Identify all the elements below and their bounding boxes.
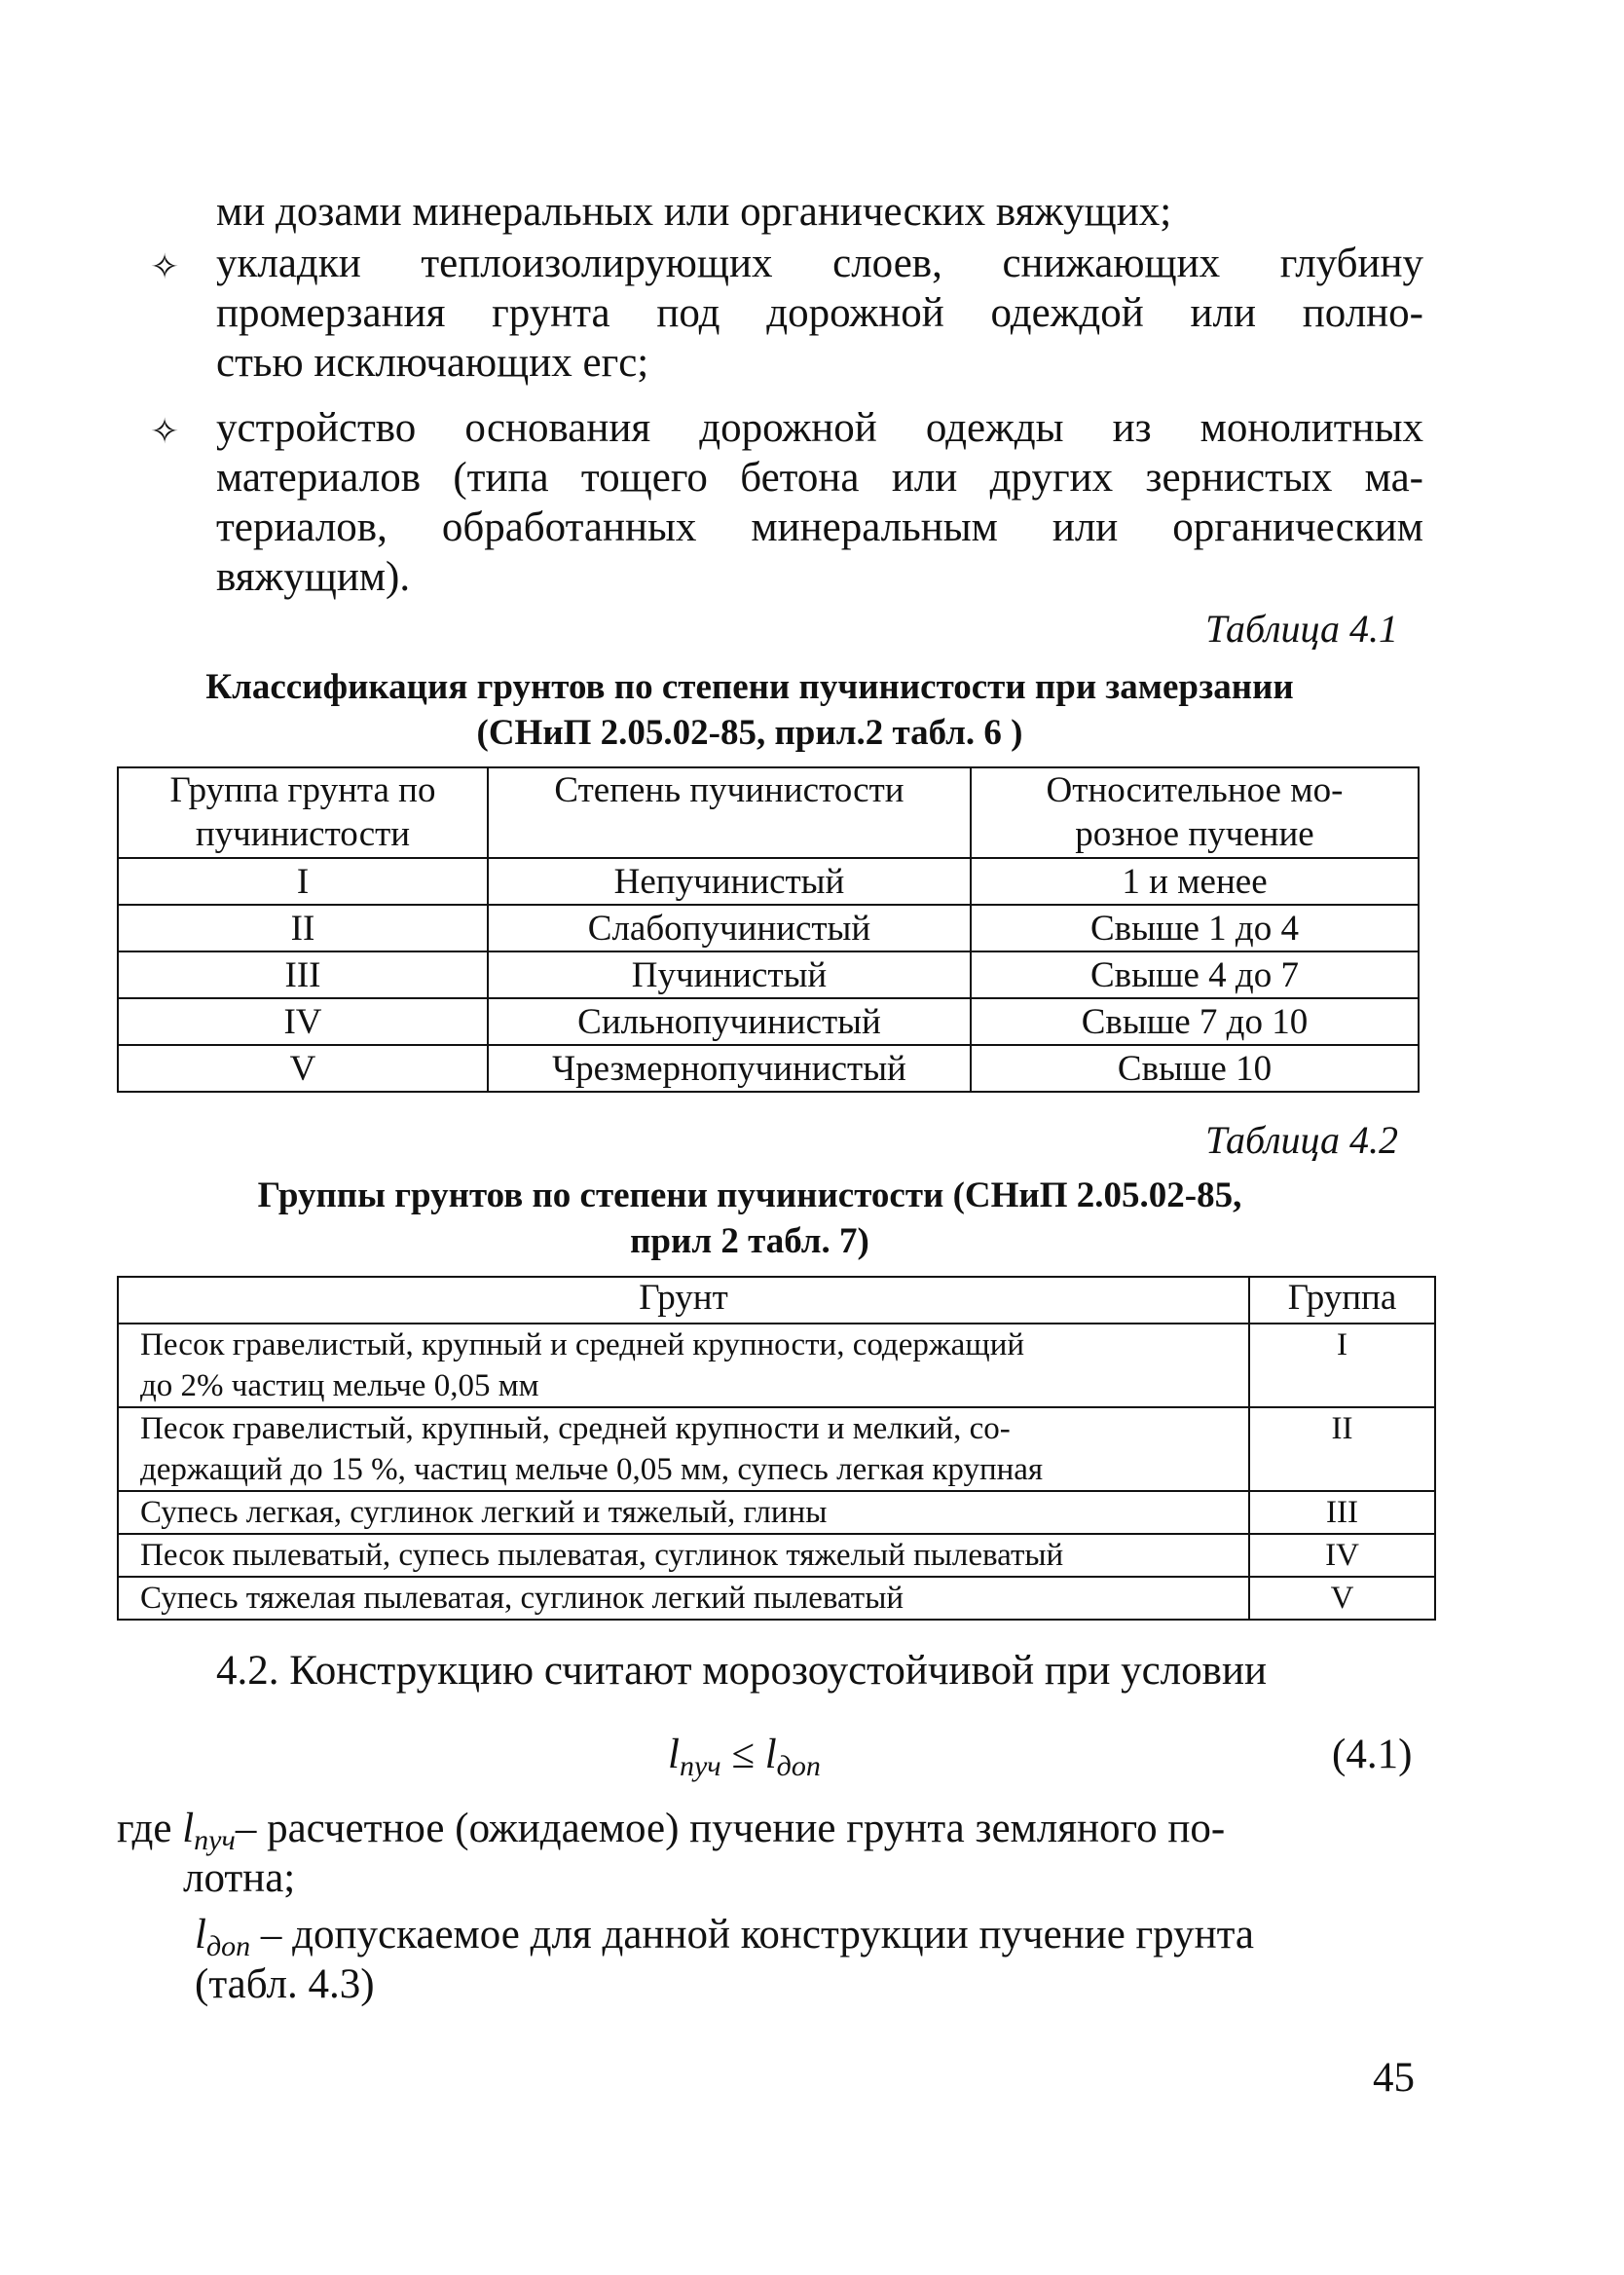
formula-rhs: l <box>764 1732 777 1777</box>
page-number: 45 <box>1373 2055 1415 2101</box>
bullet-2-line-4: вяжущим). <box>216 554 411 600</box>
header-heave-degree: Степень пучинистости <box>488 767 971 858</box>
formula-lhs: l <box>668 1732 680 1777</box>
bullet-2-line-1: устройство основания дорожной одежды из монолитных <box>216 405 1423 451</box>
cell-soil: Супесь легкая, суглинок легкий и тяжелый, глины <box>118 1491 1249 1534</box>
cell-soil: Супесь тяжелая пылеватая, суглинок легкий пылеватый <box>118 1577 1249 1620</box>
table-row <box>118 1577 1435 1620</box>
header-soil-group: Группа грунта по пучинистости <box>118 767 488 858</box>
bullet-item-1 <box>216 239 1423 388</box>
bullet-item-2 <box>216 403 1423 602</box>
table-4-1-title-line-2: (СНиП 2.05.02-85, прил.2 табл. 6 ) <box>476 713 1023 753</box>
cell-group: III <box>118 951 488 998</box>
soil-groups-table <box>117 1276 1436 1621</box>
definition-l-dop-cont: (табл. 4.3) <box>195 1961 375 2007</box>
bullet-2-line-3: териалов, обработанных минеральным или органическим <box>216 504 1423 550</box>
definition-l-puch-cont: лотна; <box>183 1855 296 1901</box>
table-4-2-title-line-2: прил 2 табл. 7) <box>630 1221 869 1261</box>
def2-sub: доп <box>205 1930 251 1962</box>
cell-group: II <box>118 905 488 951</box>
cell-soil: Песок гравелистый, крупный, средней крупности и мелкий, со- держащий до 15 %, частиц мельче 0,05 мм, супесь легкая крупная <box>118 1407 1249 1491</box>
intro-text: ми дозами минеральных или органических вяжущих; <box>216 189 1172 235</box>
cell-heave: Свыше 4 до 7 <box>971 951 1419 998</box>
cell-degree: Чрезмернопучинистый <box>488 1045 971 1092</box>
header-group: Группа <box>1249 1277 1435 1324</box>
table-4-1-title <box>117 664 1383 756</box>
cell-group: II <box>1249 1407 1435 1491</box>
def1-symbol: l <box>182 1806 195 1851</box>
table-4-2-title <box>117 1173 1383 1264</box>
table-row <box>118 998 1419 1045</box>
cell-heave: Свыше 10 <box>971 1045 1419 1092</box>
table-row <box>118 858 1419 905</box>
bullet-1-line-1: укладки теплоизолирующих слоев, снижающих глубину <box>216 241 1423 286</box>
bullet-diamond-icon: ✧ <box>150 412 180 452</box>
formula-lhs-sub: пуч <box>679 1750 721 1782</box>
bullet-1-line-3: стью исключающих егс; <box>216 340 649 386</box>
cell-degree: Пучинистый <box>488 951 971 998</box>
table-row <box>118 951 1419 998</box>
table-4-2-title-line-1: Группы грунтов по степени пучинистости (СНиП 2.05.02-85, <box>257 1175 1242 1215</box>
frost-heave-classification-table <box>117 766 1420 1093</box>
def1-text: – расчетное (ожидаемое) пучение грунта земляного по- <box>235 1806 1226 1851</box>
cell-degree: Сильнопучинистый <box>488 998 971 1045</box>
intro-line <box>216 187 1423 237</box>
cell-group: IV <box>1249 1534 1435 1577</box>
cell-group: I <box>1249 1324 1435 1407</box>
cell-group: I <box>118 858 488 905</box>
def2-text: – допускаемое для данной конструкции пучение грунта <box>260 1912 1255 1958</box>
cell-soil: Песок гравелистый, крупный и средней крупности, содержащий до 2% частиц мельче 0,05 мм <box>118 1324 1249 1407</box>
table-4-1-caption: Таблица 4.1 <box>1205 607 1398 651</box>
formula-number: (4.1) <box>1332 1732 1413 1777</box>
paragraph-4-2: 4.2. Конструкцию считают морозоустойчивой при условии <box>216 1648 1267 1694</box>
header-relative-heave: Относительное мо- розное пучение <box>971 767 1419 858</box>
cell-soil: Песок пылеватый, супесь пылеватая, суглинок тяжелый пылеватый <box>118 1534 1249 1577</box>
cell-group: V <box>118 1045 488 1092</box>
formula-rhs-sub: доп <box>776 1750 821 1782</box>
definition-l-puch <box>117 1804 1423 1865</box>
cell-heave: 1 и менее <box>971 858 1419 905</box>
where-prefix: где <box>117 1806 172 1851</box>
table-header-row <box>118 767 1419 858</box>
formula-4-1 <box>668 1730 821 1791</box>
table-4-1-title-line-1: Классификация грунтов по степени пучинистости при замерзании <box>205 667 1294 707</box>
cell-degree: Непучинистый <box>488 858 971 905</box>
table-4-2-caption: Таблица 4.2 <box>1205 1118 1398 1162</box>
table-row <box>118 1407 1435 1491</box>
def1-sub: пуч <box>194 1824 236 1856</box>
def2-symbol: l <box>195 1912 206 1958</box>
cell-group: III <box>1249 1491 1435 1534</box>
bullet-diamond-icon: ✧ <box>150 247 180 287</box>
cell-group: IV <box>118 998 488 1045</box>
table-row <box>118 1534 1435 1577</box>
formula-operator: ≤ <box>731 1732 755 1777</box>
table-row <box>118 1324 1435 1407</box>
table-row <box>118 1491 1435 1534</box>
table-row <box>118 905 1419 951</box>
bullet-1-line-2: промерзания грунта под дорожной одеждой или полно- <box>216 290 1423 336</box>
table-header-row <box>118 1277 1435 1324</box>
cell-heave: Свыше 1 до 4 <box>971 905 1419 951</box>
cell-degree: Слабопучинистый <box>488 905 971 951</box>
table-row <box>118 1045 1419 1092</box>
header-soil: Грунт <box>118 1277 1249 1324</box>
cell-heave: Свыше 7 до 10 <box>971 998 1419 1045</box>
bullet-2-line-2: материалов (типа тощего бетона или других зернистых ма- <box>216 455 1423 501</box>
cell-group: V <box>1249 1577 1435 1620</box>
